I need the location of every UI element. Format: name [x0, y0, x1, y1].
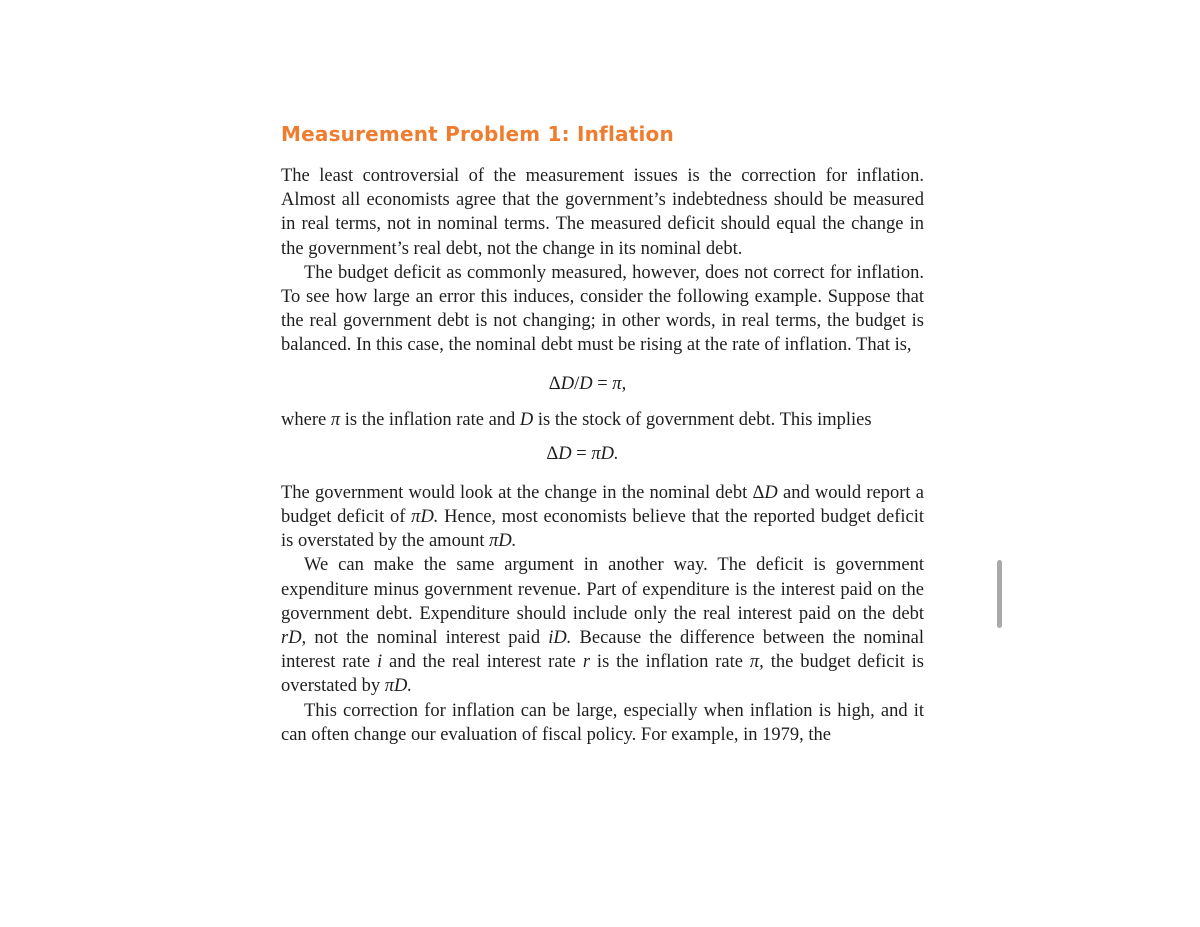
p3-d: D — [519, 409, 534, 430]
p5-rd: rD, — [281, 628, 307, 649]
p4-text-1: The government would look at the change in the nominal debt Δ — [281, 482, 765, 503]
p5-text-4: and the real interest rate — [382, 652, 583, 673]
p3-text-1: where — [281, 409, 331, 430]
p5-text-2: not the nominal interest paid — [306, 628, 549, 649]
eq1-d-numerator: D — [560, 373, 575, 394]
eq1-delta: Δ — [548, 373, 561, 394]
eq1-slash: / — [574, 373, 580, 394]
p5-text-1: We can make the same argument in another way. The deficit is government expenditure minus government revenue. Part of expenditure is the interest paid on the government debt. Expenditure should include only the real interest paid on the debt — [281, 555, 924, 624]
eq1-d-denominator: D — [579, 373, 593, 394]
paragraph-1: The least controversial of the measurement issues is the correction for inflation. Almost all economists agree that the government’s indebtedness should be measured in real terms, not in nominal terms. The measured deficit should equal the change in the government’s real debt, not the change in its nominal debt. — [281, 166, 924, 259]
document-page — [281, 118, 924, 747]
p5-r: r — [582, 652, 591, 673]
p5-text-6: the budget deficit is overstated by — [281, 652, 924, 697]
paragraph-3 — [281, 408, 924, 432]
p3-pi: π — [330, 409, 341, 430]
paragraph-4 — [281, 481, 924, 554]
p3-text-2: is the inflation rate and — [340, 409, 520, 430]
p5-pi: π, — [749, 652, 764, 673]
p5-text-3: Because the difference between the nominal interest rate — [281, 628, 924, 673]
paragraph-6: This correction for inflation can be large, especially when inflation is high, and it can often change our evaluation of fiscal policy. For example, in 1979, the — [281, 700, 924, 745]
eq2-equals: = — [571, 443, 592, 464]
eq2-delta: Δ — [546, 443, 559, 464]
eq1-pi: π — [612, 373, 622, 394]
equation-debt-growth — [281, 374, 924, 395]
p5-id: iD. — [548, 628, 572, 649]
p4-text-3: Hence, most economists believe that the reported budget deficit is overstated by the amount — [281, 507, 924, 552]
equation-deficit — [281, 444, 924, 465]
vertical-scrollbar[interactable] — [997, 560, 1002, 628]
p4-pid-2: πD. — [489, 531, 517, 552]
section-heading: Measurement Problem 1: Inflation — [281, 122, 674, 146]
eq1-comma: , — [621, 373, 627, 394]
eq2-d: D — [558, 443, 572, 464]
p5-i: i — [377, 652, 383, 673]
eq2-pid: πD. — [591, 443, 619, 464]
p3-text-3: is the stock of government debt. This implies — [533, 409, 872, 430]
p4-pid-1: πD. — [411, 507, 439, 528]
p5-text-5: is the inflation rate — [590, 652, 750, 673]
p5-pid: πD. — [384, 676, 413, 697]
paragraph-2: The budget deficit as commonly measured, however, does not correct for inflation. To see how large an error this induces, consider the following example. Suppose that the real government debt is not changing; in other words, in real terms, the budget is balanced. In this case, the nominal debt must be rising at the rate of inflation. That is, — [281, 262, 924, 356]
paragraph-5 — [281, 553, 924, 698]
eq1-equals: = — [592, 373, 613, 394]
p4-d: D — [764, 482, 778, 503]
p4-text-2: and would report a budget deficit of — [281, 482, 924, 528]
